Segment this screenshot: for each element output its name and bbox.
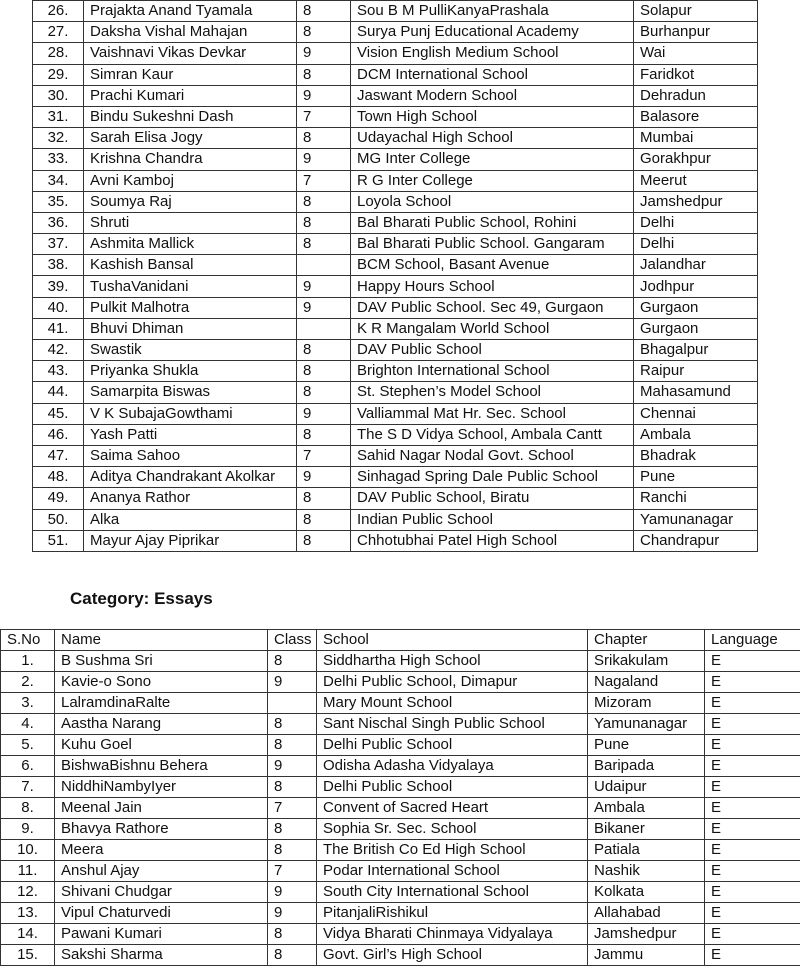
header-sno: S.No (1, 630, 55, 651)
cell-language: E (705, 714, 800, 735)
cell-chapter: Patiala (588, 840, 705, 861)
cell-sno: 42. (33, 340, 84, 361)
cell-school: South City International School (317, 882, 588, 903)
cell-name: Pulkit Malhotra (84, 297, 297, 318)
cell-chapter: Baripada (588, 756, 705, 777)
cell-class: 8 (297, 64, 351, 85)
cell-sno: 51. (33, 530, 84, 551)
cell-sno: 3. (1, 693, 55, 714)
cell-language: E (705, 672, 800, 693)
table-row (33, 382, 758, 403)
cell-name: Prachi Kumari (84, 85, 297, 106)
cell-name: Swastik (84, 340, 297, 361)
cell-class: 7 (297, 170, 351, 191)
table-row (1, 651, 800, 672)
cell-city: Delhi (634, 234, 758, 255)
cell-class: 8 (297, 530, 351, 551)
cell-class: 7 (297, 445, 351, 466)
cell-class: 9 (297, 467, 351, 488)
table-row (33, 1, 758, 22)
table-row (1, 714, 800, 735)
cell-class: 9 (297, 43, 351, 64)
cell-language: E (705, 840, 800, 861)
cell-school: PitanjaliRishikul (317, 903, 588, 924)
cell-name: Shivani Chudgar (55, 882, 268, 903)
cell-class: 8 (297, 424, 351, 445)
cell-language: E (705, 945, 800, 966)
cell-school: MG Inter College (351, 149, 634, 170)
essays-table (0, 629, 800, 966)
cell-school: The S D Vidya School, Ambala Cantt (351, 424, 634, 445)
cell-class: 9 (268, 672, 317, 693)
table-row (33, 64, 758, 85)
cell-sno: 31. (33, 106, 84, 127)
cell-city: Ranchi (634, 488, 758, 509)
cell-school: Sahid Nagar Nodal Govt. School (351, 445, 634, 466)
table-row (33, 318, 758, 339)
cell-school: DAV Public School (351, 340, 634, 361)
cell-sno: 15. (1, 945, 55, 966)
cell-city: Bhagalpur (634, 340, 758, 361)
cell-language: E (705, 798, 800, 819)
cell-chapter: Srikakulam (588, 651, 705, 672)
cell-school: Happy Hours School (351, 276, 634, 297)
cell-school: Delhi Public School, Dimapur (317, 672, 588, 693)
cell-class: 7 (268, 798, 317, 819)
cell-sno: 44. (33, 382, 84, 403)
table-row (1, 693, 800, 714)
cell-school: Siddhartha High School (317, 651, 588, 672)
header-chapter: Chapter (588, 630, 705, 651)
cell-city: Gurgaon (634, 297, 758, 318)
cell-name: LalramdinaRalte (55, 693, 268, 714)
cell-class (297, 318, 351, 339)
table-row (33, 106, 758, 127)
cell-city: Gorakhpur (634, 149, 758, 170)
cell-name: Avni Kamboj (84, 170, 297, 191)
table-row (1, 840, 800, 861)
cell-class: 9 (297, 403, 351, 424)
cell-name: Prajakta Anand Tyamala (84, 1, 297, 22)
cell-city: Burhanpur (634, 22, 758, 43)
cell-sno: 46. (33, 424, 84, 445)
cell-school: Town High School (351, 106, 634, 127)
cell-sno: 45. (33, 403, 84, 424)
cell-city: Dehradun (634, 85, 758, 106)
table-row (1, 798, 800, 819)
cell-school: Chhotubhai Patel High School (351, 530, 634, 551)
cell-chapter: Mizoram (588, 693, 705, 714)
table-row (33, 85, 758, 106)
cell-school: Sinhagad Spring Dale Public School (351, 467, 634, 488)
cell-city: Mumbai (634, 128, 758, 149)
table-row (33, 128, 758, 149)
cell-school: DAV Public School. Sec 49, Gurgaon (351, 297, 634, 318)
cell-sno: 12. (1, 882, 55, 903)
cell-name: Ashmita Mallick (84, 234, 297, 255)
cell-sno: 48. (33, 467, 84, 488)
cell-school: Delhi Public School (317, 777, 588, 798)
table-row (33, 361, 758, 382)
cell-city: Mahasamund (634, 382, 758, 403)
cell-class: 8 (268, 777, 317, 798)
cell-language: E (705, 735, 800, 756)
cell-class: 8 (297, 361, 351, 382)
cell-sno: 29. (33, 64, 84, 85)
cell-school: Loyola School (351, 191, 634, 212)
cell-name: Ananya Rathor (84, 488, 297, 509)
table-row (1, 735, 800, 756)
cell-school: Convent of Sacred Heart (317, 798, 588, 819)
cell-sno: 6. (1, 756, 55, 777)
cell-class: 8 (268, 840, 317, 861)
cell-class: 9 (268, 903, 317, 924)
cell-name: Vaishnavi Vikas Devkar (84, 43, 297, 64)
cell-name: Vipul Chaturvedi (55, 903, 268, 924)
cell-class: 8 (297, 128, 351, 149)
cell-name: Priyanka Shukla (84, 361, 297, 382)
cell-class: 8 (268, 924, 317, 945)
category-title: Category: Essays (70, 589, 213, 608)
cell-sno: 49. (33, 488, 84, 509)
cell-class: 8 (297, 509, 351, 530)
cell-sno: 2. (1, 672, 55, 693)
cell-class: 8 (268, 945, 317, 966)
table-row (33, 22, 758, 43)
cell-city: Delhi (634, 212, 758, 233)
header-class: Class (268, 630, 317, 651)
cell-city: Chennai (634, 403, 758, 424)
cell-sno: 43. (33, 361, 84, 382)
cell-school: Sophia Sr. Sec. School (317, 819, 588, 840)
cell-school: Bal Bharati Public School, Rohini (351, 212, 634, 233)
cell-sno: 4. (1, 714, 55, 735)
cell-city: Yamunanagar (634, 509, 758, 530)
cell-chapter: Yamunanagar (588, 714, 705, 735)
cell-chapter: Udaipur (588, 777, 705, 798)
cell-city: Chandrapur (634, 530, 758, 551)
table-header-row (1, 630, 800, 651)
cell-language: E (705, 651, 800, 672)
header-language: Language (705, 630, 800, 651)
table-row (1, 819, 800, 840)
cell-chapter: Kolkata (588, 882, 705, 903)
cell-sno: 39. (33, 276, 84, 297)
cell-sno: 35. (33, 191, 84, 212)
cell-class: 9 (297, 297, 351, 318)
cell-class: 9 (268, 882, 317, 903)
cell-sno: 30. (33, 85, 84, 106)
cell-name: Aditya Chandrakant Akolkar (84, 467, 297, 488)
cell-sno: 7. (1, 777, 55, 798)
cell-class: 8 (297, 340, 351, 361)
cell-name: B Sushma Sri (55, 651, 268, 672)
cell-class: 8 (297, 234, 351, 255)
cell-school: Jaswant Modern School (351, 85, 634, 106)
cell-city: Faridkot (634, 64, 758, 85)
cell-city: Jalandhar (634, 255, 758, 276)
cell-school: Sou B M PulliKanyaPrashala (351, 1, 634, 22)
cell-class: 8 (297, 1, 351, 22)
cell-sno: 8. (1, 798, 55, 819)
cell-class: 8 (297, 212, 351, 233)
table-row (33, 445, 758, 466)
table-row (33, 530, 758, 551)
cell-class: 8 (297, 22, 351, 43)
cell-school: Vidya Bharati Chinmaya Vidyalaya (317, 924, 588, 945)
cell-city: Solapur (634, 1, 758, 22)
table-row (33, 149, 758, 170)
table-row (33, 488, 758, 509)
cell-sno: 1. (1, 651, 55, 672)
cell-school: Govt. Girl’s High School (317, 945, 588, 966)
cell-name: Aastha Narang (55, 714, 268, 735)
cell-language: E (705, 903, 800, 924)
cell-sno: 37. (33, 234, 84, 255)
cell-city: Wai (634, 43, 758, 64)
cell-name: Meenal Jain (55, 798, 268, 819)
table-row (33, 212, 758, 233)
cell-chapter: Bikaner (588, 819, 705, 840)
cell-chapter: Ambala (588, 798, 705, 819)
cell-name: Samarpita Biswas (84, 382, 297, 403)
cell-name: Sarah Elisa Jogy (84, 128, 297, 149)
cell-class: 7 (268, 861, 317, 882)
cell-sno: 50. (33, 509, 84, 530)
cell-city: Raipur (634, 361, 758, 382)
cell-language: E (705, 819, 800, 840)
table-row (33, 43, 758, 64)
cell-sno: 28. (33, 43, 84, 64)
table-row (33, 424, 758, 445)
cell-class: 8 (297, 488, 351, 509)
table-row (1, 903, 800, 924)
cell-city: Jodhpur (634, 276, 758, 297)
cell-name: Saima Sahoo (84, 445, 297, 466)
table-row (1, 756, 800, 777)
cell-name: V K SubajaGowthami (84, 403, 297, 424)
cell-chapter: Pune (588, 735, 705, 756)
cell-sno: 10. (1, 840, 55, 861)
cell-school: The British Co Ed High School (317, 840, 588, 861)
table-row (33, 170, 758, 191)
cell-sno: 5. (1, 735, 55, 756)
table-row (1, 777, 800, 798)
cell-name: Yash Patti (84, 424, 297, 445)
cell-class: 9 (268, 756, 317, 777)
table-row (33, 509, 758, 530)
table-row (33, 276, 758, 297)
cell-language: E (705, 756, 800, 777)
cell-sno: 27. (33, 22, 84, 43)
cell-sno: 26. (33, 1, 84, 22)
cell-sno: 14. (1, 924, 55, 945)
table-row (33, 191, 758, 212)
table-row (33, 234, 758, 255)
cell-school: Valliammal Mat Hr. Sec. School (351, 403, 634, 424)
cell-class: 8 (297, 382, 351, 403)
table-row (1, 672, 800, 693)
participants-table-continued (32, 0, 758, 552)
cell-name: Krishna Chandra (84, 149, 297, 170)
cell-name: Kavie-o Sono (55, 672, 268, 693)
cell-sno: 32. (33, 128, 84, 149)
cell-language: E (705, 861, 800, 882)
cell-sno: 41. (33, 318, 84, 339)
cell-sno: 13. (1, 903, 55, 924)
cell-sno: 38. (33, 255, 84, 276)
cell-chapter: Jamshedpur (588, 924, 705, 945)
cell-class: 8 (268, 735, 317, 756)
cell-name: Bhavya Rathore (55, 819, 268, 840)
cell-school: Vision English Medium School (351, 43, 634, 64)
cell-city: Meerut (634, 170, 758, 191)
cell-name: Kuhu Goel (55, 735, 268, 756)
cell-name: Daksha Vishal Mahajan (84, 22, 297, 43)
table-row (33, 467, 758, 488)
cell-sno: 36. (33, 212, 84, 233)
cell-city: Pune (634, 467, 758, 488)
cell-city: Gurgaon (634, 318, 758, 339)
cell-name: Bhuvi Dhiman (84, 318, 297, 339)
cell-city: Balasore (634, 106, 758, 127)
cell-sno: 33. (33, 149, 84, 170)
cell-name: Pawani Kumari (55, 924, 268, 945)
cell-class: 7 (297, 106, 351, 127)
cell-class: 9 (297, 85, 351, 106)
cell-sno: 40. (33, 297, 84, 318)
cell-name: Anshul Ajay (55, 861, 268, 882)
cell-city: Ambala (634, 424, 758, 445)
cell-name: Sakshi Sharma (55, 945, 268, 966)
cell-school: DAV Public School, Biratu (351, 488, 634, 509)
cell-name: NiddhiNambyIyer (55, 777, 268, 798)
cell-class: 8 (268, 714, 317, 735)
cell-school: K R Mangalam World School (351, 318, 634, 339)
cell-school: Brighton International School (351, 361, 634, 382)
cell-school: Indian Public School (351, 509, 634, 530)
table-row (1, 924, 800, 945)
cell-name: Soumya Raj (84, 191, 297, 212)
cell-school: Sant Nischal Singh Public School (317, 714, 588, 735)
cell-sno: 47. (33, 445, 84, 466)
cell-city: Jamshedpur (634, 191, 758, 212)
cell-name: TushaVanidani (84, 276, 297, 297)
table-row (33, 340, 758, 361)
cell-school: Delhi Public School (317, 735, 588, 756)
cell-chapter: Jammu (588, 945, 705, 966)
cell-language: E (705, 882, 800, 903)
cell-school: R G Inter College (351, 170, 634, 191)
cell-school: St. Stephen’s Model School (351, 382, 634, 403)
cell-city: Bhadrak (634, 445, 758, 466)
cell-name: Meera (55, 840, 268, 861)
cell-name: Simran Kaur (84, 64, 297, 85)
cell-school: DCM International School (351, 64, 634, 85)
cell-language: E (705, 693, 800, 714)
cell-name: Mayur Ajay Piprikar (84, 530, 297, 551)
table-row (1, 861, 800, 882)
cell-school: Udayachal High School (351, 128, 634, 149)
cell-class: 8 (297, 191, 351, 212)
header-name: Name (55, 630, 268, 651)
cell-chapter: Nashik (588, 861, 705, 882)
table-row (33, 297, 758, 318)
cell-class (268, 693, 317, 714)
cell-chapter: Allahabad (588, 903, 705, 924)
cell-name: Shruti (84, 212, 297, 233)
cell-name: Kashish Bansal (84, 255, 297, 276)
cell-school: Odisha Adasha Vidyalaya (317, 756, 588, 777)
cell-school: Mary Mount School (317, 693, 588, 714)
table-row (1, 945, 800, 966)
cell-language: E (705, 777, 800, 798)
cell-school: Bal Bharati Public School. Gangaram (351, 234, 634, 255)
table-row (1, 882, 800, 903)
cell-name: BishwaBishnu Behera (55, 756, 268, 777)
cell-name: Alka (84, 509, 297, 530)
table-row (33, 255, 758, 276)
cell-class: 8 (268, 651, 317, 672)
cell-class: 9 (297, 276, 351, 297)
cell-class: 9 (297, 149, 351, 170)
cell-sno: 11. (1, 861, 55, 882)
cell-sno: 34. (33, 170, 84, 191)
cell-class (297, 255, 351, 276)
table-row (33, 403, 758, 424)
cell-chapter: Nagaland (588, 672, 705, 693)
cell-school: BCM School, Basant Avenue (351, 255, 634, 276)
cell-name: Bindu Sukeshni Dash (84, 106, 297, 127)
cell-school: Podar International School (317, 861, 588, 882)
header-school: School (317, 630, 588, 651)
cell-class: 8 (268, 819, 317, 840)
cell-language: E (705, 924, 800, 945)
cell-sno: 9. (1, 819, 55, 840)
cell-school: Surya Punj Educational Academy (351, 22, 634, 43)
